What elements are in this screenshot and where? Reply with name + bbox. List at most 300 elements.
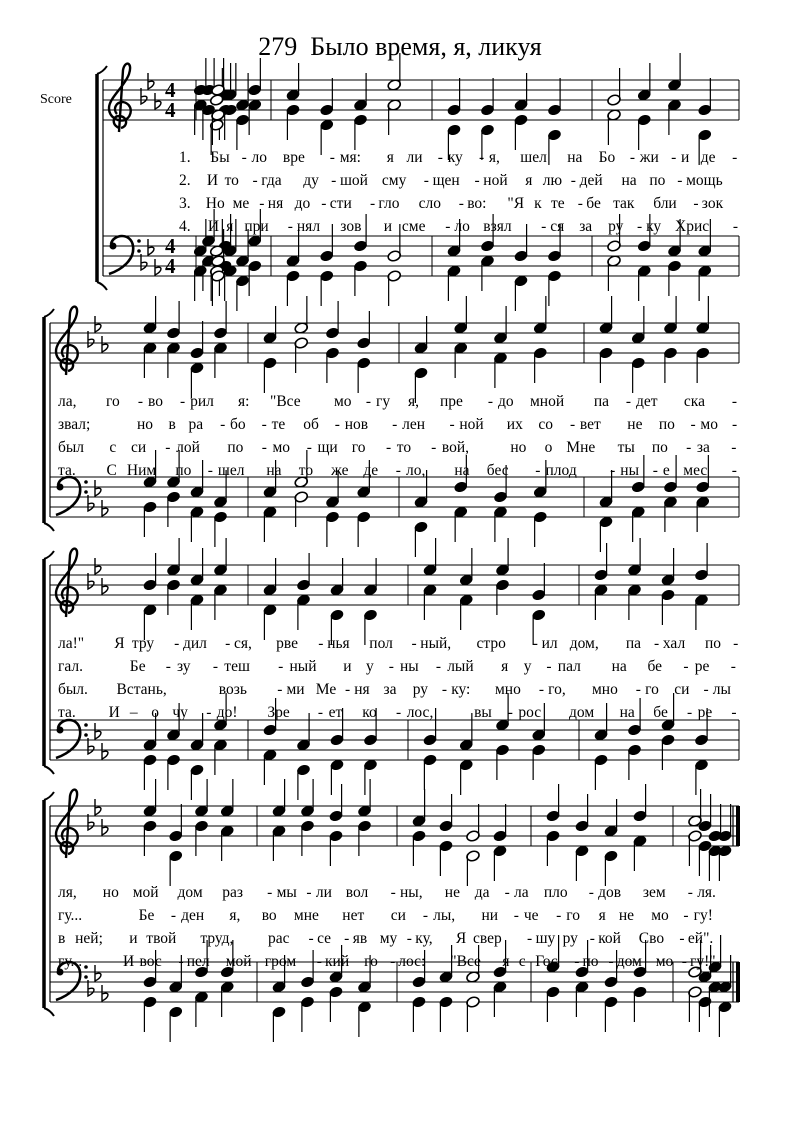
lyric-syllable: вос [139, 953, 162, 970]
lyric-syllable: - [683, 907, 689, 924]
lyric-syllable: во [148, 393, 163, 410]
lyric-syllable: - [610, 462, 616, 479]
lyric-syllable: - [316, 953, 322, 970]
lyric-syllable: - [392, 416, 398, 433]
lyric-syllable: - [261, 416, 267, 433]
lyric-syllable: Бы [210, 149, 230, 166]
lyric-syllable: - [458, 195, 464, 212]
flat-sign-icon [95, 799, 101, 815]
lyric-syllable: за [579, 218, 593, 235]
lyric-syllable: го [364, 953, 378, 970]
lyric-syllable: се [317, 930, 332, 947]
lyric-syllable: ной [459, 416, 484, 433]
lyric-syllable: - [287, 218, 293, 235]
lyric-syllable: чу [172, 704, 188, 721]
lyric-syllable: дом, [569, 635, 599, 652]
lyric-syllable: свер [473, 930, 502, 947]
lyric-syllable: мя: [339, 149, 361, 166]
lyric-syllable: рве [276, 635, 298, 652]
lyric-syllable: - [435, 658, 442, 675]
system-4 [44, 779, 739, 1042]
lyric-syllable: ны [620, 462, 640, 479]
lyric-syllable: - [532, 635, 538, 652]
lyric-syllable: де [363, 462, 379, 479]
lyric-syllable: у [523, 658, 532, 675]
lyric-syllable: - [677, 172, 683, 189]
lyric-syllable: теш [224, 658, 250, 675]
lyric-syllable: ся [550, 218, 565, 235]
lyric-syllable: гал. [58, 658, 83, 675]
lyric-syllable: - [449, 416, 455, 433]
lyric-syllable: на [266, 462, 282, 479]
bass-clef-icon [109, 236, 133, 274]
flat-sign-icon [95, 723, 101, 739]
lyric-syllable: па [625, 635, 642, 652]
lyric-syllable: Бе [129, 658, 146, 675]
lyric-syllable: - [308, 930, 314, 947]
lyric-syllable: мощь [686, 172, 723, 189]
lyric-syllable: С [106, 462, 117, 479]
score-label: Score [40, 92, 72, 107]
lyric-syllable: но [510, 439, 527, 456]
lyric-syllable: ны, [400, 884, 423, 901]
lyric-syllable: лос, [406, 704, 434, 721]
lyric-syllable: бес [486, 462, 509, 479]
lyric-syllable: гло [378, 195, 400, 212]
lyric-line-verse-1 [58, 393, 737, 410]
lyric-syllable: мно [495, 681, 521, 698]
lyric-syllable: ней; [75, 930, 103, 947]
lyric-syllable: я [598, 907, 606, 924]
lyric-syllable: го, [548, 681, 566, 698]
lyric-syllable: но [137, 416, 154, 433]
time-signature: 4 [165, 78, 176, 102]
lyric-syllable: - [345, 681, 351, 698]
lyric-syllable: по [649, 172, 666, 189]
lyric-syllable: о [544, 439, 553, 456]
lyric-syllable: и [343, 658, 352, 675]
lyric-syllable: не [618, 907, 635, 924]
treble-clef-icon [56, 307, 78, 375]
lyric-syllable: то [298, 462, 314, 479]
lyric-line-verse-3 [58, 681, 732, 698]
lyric-syllable: бо [230, 416, 246, 433]
lyric-line-verse-2 [179, 172, 723, 189]
lyric-syllable: лый [447, 658, 474, 675]
lyric-syllable: бе [653, 704, 668, 721]
lyric-syllable: хал [662, 635, 686, 652]
lyric-syllable: - [535, 462, 541, 479]
lyric-syllable: мо [655, 953, 674, 970]
lyric-syllable: - [730, 658, 736, 675]
lyric-syllable: но [102, 884, 119, 901]
lyric-syllable: в [168, 416, 176, 433]
lyric-syllable: "Все [270, 393, 301, 410]
bass-clef-icon [56, 720, 80, 758]
lyric-syllable: го [645, 681, 659, 698]
lyric-syllable: я [226, 218, 234, 235]
lyric-syllable: шой [340, 172, 368, 189]
lyric-syllable: во [261, 907, 277, 924]
lyric-syllable: бе [647, 658, 663, 675]
lyric-syllable: по [651, 439, 668, 456]
lyric-syllable: с [109, 439, 117, 456]
lyric-syllable: и [129, 930, 138, 947]
lyric-syllable: нов [344, 416, 369, 433]
lyric-line-verse-2 [58, 658, 736, 675]
lyric-syllable: ли [406, 149, 423, 166]
lyric-syllable: Бе [138, 907, 155, 924]
lyric-syllable: так [613, 195, 635, 212]
lyric-syllable: - [390, 884, 396, 901]
lyric-syllable: сти [329, 195, 352, 212]
lyric-syllable: - [652, 462, 658, 479]
lyric-syllable: не [627, 416, 643, 433]
lyric-syllable: - [683, 658, 689, 675]
lyric-syllable: ло [454, 218, 470, 235]
lyric-syllable: об [303, 416, 319, 433]
lyric-syllable: гу... [58, 907, 83, 924]
lyric-syllable: кий [325, 953, 350, 970]
lyric-syllable: на [621, 172, 637, 189]
lyric-syllable: мне [293, 907, 319, 924]
lyric-syllable: я, [488, 149, 500, 166]
lyric-syllable: "Все [450, 953, 481, 970]
flat-sign-icon [95, 558, 101, 574]
lyric-syllable: па [593, 393, 610, 410]
lyric-syllable: шу [535, 930, 556, 947]
lyric-syllable: - [733, 635, 739, 652]
lyric-syllable: - [431, 439, 437, 456]
lyric-syllable: - [170, 907, 177, 924]
lyric-syllable: мой [132, 884, 159, 901]
lyric-syllable: - [703, 681, 709, 698]
flat-sign-icon [155, 259, 161, 275]
lyric-syllable: и [681, 149, 690, 166]
lyric-syllable: - [318, 635, 324, 652]
lyric-syllable: - [406, 930, 412, 947]
lyric-syllable: до [294, 195, 311, 212]
lyric-syllable: ру [412, 681, 428, 698]
lyric-syllable: 1. [179, 149, 191, 166]
lyric-syllable: - [474, 172, 480, 189]
lyric-syllable: да [474, 884, 490, 901]
lyric-syllable: лен [402, 416, 426, 433]
lyric-syllable: зу [177, 658, 191, 675]
lyric-syllable: - [690, 416, 696, 433]
lyric-syllable: му [379, 930, 398, 947]
system-2 [44, 296, 739, 557]
lyric-syllable: де [700, 149, 716, 166]
lyric-syllable: та. [58, 462, 76, 479]
lyric-syllable: ли [315, 884, 332, 901]
lyric-syllable: ру [562, 930, 578, 947]
lyric-line-verse-4 [58, 462, 737, 479]
lyric-syllable: дом [616, 953, 642, 970]
lyric-syllable: го [106, 393, 120, 410]
treble-clef-icon [56, 549, 78, 617]
lyric-syllable: вре [282, 149, 305, 166]
lyric-syllable: был [58, 439, 85, 456]
lyric-syllable: ей". [687, 930, 714, 947]
lyric-syllable: ный [289, 658, 317, 675]
lyric-syllable: - [686, 439, 692, 456]
lyric-syllable: - [637, 218, 643, 235]
lyric-syllable: ни [481, 907, 499, 924]
lyric-syllable: ко [362, 704, 377, 721]
lyric-syllable: гу [376, 393, 391, 410]
lyric-syllable: - [306, 884, 312, 901]
lyric-syllable: - [212, 658, 219, 675]
lyric-syllable: пло [543, 884, 568, 901]
lyric-syllable: я [386, 149, 394, 166]
lyric-syllable: стро [476, 635, 506, 652]
lyric-syllable: - [556, 907, 562, 924]
lyric-syllable: че [523, 907, 539, 924]
lyric-syllable: - [220, 416, 226, 433]
time-signature: 4 [165, 234, 176, 258]
lyric-syllable: - [396, 704, 402, 721]
lyric-syllable: по [175, 462, 192, 479]
lyric-syllable: щен [432, 172, 460, 189]
lyric-syllable: сло [418, 195, 441, 212]
lyric-syllable: Ним [126, 462, 157, 479]
lyric-syllable: ми [286, 681, 305, 698]
lyric-syllable: то [224, 172, 239, 189]
lyric-syllable: лос: [398, 953, 426, 970]
lyric-syllable: - [570, 172, 576, 189]
lyric-syllable: рас [268, 930, 290, 947]
lyric-syllable: - [370, 195, 376, 212]
lyric-syllable: шел [217, 462, 245, 479]
lyric-syllable: ся, [234, 635, 252, 652]
flat-sign-icon [102, 743, 108, 759]
lyric-syllable: ня [267, 195, 284, 212]
lyric-syllable: за [696, 439, 710, 456]
lyric-syllable: взял [483, 218, 512, 235]
lyric-syllable: на [611, 658, 627, 675]
lyric-syllable: - [206, 704, 212, 721]
lyric-syllable: зем [642, 884, 666, 901]
lyric-syllable: по [705, 635, 722, 652]
lyric-syllable: - [165, 658, 171, 675]
lyric-syllable: - [541, 218, 547, 235]
lyric-syllable: - [687, 884, 693, 901]
lyric-syllable: яв [352, 930, 368, 947]
lyric-syllable: ля. [697, 884, 716, 901]
lyric-syllable: - [487, 393, 494, 410]
lyric-syllable: вет [579, 416, 601, 433]
lyric-syllable: дет [636, 393, 658, 410]
lyric-syllable: с [518, 953, 526, 970]
lyric-line-verse-1 [58, 884, 716, 901]
lyric-syllable: - [681, 953, 687, 970]
lyric-syllable: пел [186, 953, 210, 970]
lyric-syllable: мо [272, 439, 291, 456]
time-signature: 4 [165, 254, 176, 278]
lyric-syllable: ра [188, 416, 204, 433]
lyric-syllable: дом [177, 884, 203, 901]
lyric-syllable: - [261, 439, 267, 456]
lyric-syllable: - [174, 635, 180, 652]
lyric-syllable: си [390, 907, 406, 924]
lyric-syllable: - [306, 439, 312, 456]
lyric-syllable: ку: [451, 681, 471, 698]
lyric-syllable: ку [646, 218, 662, 235]
lyric-syllable: дов [598, 884, 622, 901]
lyric-syllable: по [582, 953, 599, 970]
lyric-syllable: си [674, 681, 690, 698]
lyric-syllable: на [454, 462, 470, 479]
lyric-syllable: - [574, 953, 580, 970]
lyric-syllable: - [731, 704, 737, 721]
lyric-syllable: И [207, 218, 220, 235]
hymn-number: 279 [258, 32, 298, 61]
lyric-syllable: о [151, 704, 159, 721]
lyric-syllable: гу... [58, 953, 83, 970]
lyric-syllable: 4. [179, 218, 191, 235]
lyric-syllable: - [588, 884, 594, 901]
lyric-syllable: же [331, 462, 349, 479]
lyric-line-verse-1 [58, 635, 738, 652]
lyric-syllable: - [386, 439, 392, 456]
lyric-syllable: ны [400, 658, 419, 675]
lyric-syllable: сму [381, 172, 407, 189]
lyric-syllable: - [731, 393, 738, 410]
lyric-syllable: рос [518, 704, 542, 721]
lyric-syllable: к [534, 195, 542, 212]
lyric-syllable: мной [530, 393, 565, 410]
lyric-syllable: звал; [58, 416, 91, 433]
treble-clef-icon [56, 790, 78, 858]
lyric-syllable: - [629, 149, 636, 166]
lyric-syllable: нет [342, 907, 365, 924]
flat-sign-icon [95, 316, 101, 332]
lyric-syllable: мы [276, 884, 297, 901]
lyric-syllable: 2. [179, 172, 191, 189]
lyric-syllable: на [567, 149, 583, 166]
lyric-line-verse-3 [58, 439, 736, 456]
lyric-syllable: - [635, 681, 641, 698]
lyric-syllable: - [165, 439, 171, 456]
system-1 [97, 53, 739, 311]
lyric-syllable: - [445, 218, 451, 235]
lyric-syllable: - [546, 658, 552, 675]
lyric-syllable: - [732, 218, 739, 235]
lyric-syllable: гром [264, 953, 297, 970]
lyric-syllable: - [390, 953, 396, 970]
lyric-syllable: мно [592, 681, 618, 698]
lyric-syllable: - [687, 704, 693, 721]
lyric-syllable: - [671, 149, 677, 166]
lyric-syllable: бли [653, 195, 677, 212]
lyric-syllable: - [259, 195, 265, 212]
lyric-syllable: Мне [566, 439, 596, 456]
lyric-syllable: мес [683, 462, 708, 479]
lyric-syllable: - [732, 416, 738, 433]
lyric-syllable: ска [683, 393, 705, 410]
flat-sign-icon [148, 73, 154, 89]
lyric-syllable: бе [586, 195, 601, 212]
lyric-syllable: мой [225, 953, 252, 970]
lyric-syllable: ла!" [58, 635, 85, 652]
lyric-syllable: вой, [441, 439, 470, 456]
lyric-line-verse-2 [58, 416, 737, 433]
bass-clef-icon [56, 477, 80, 515]
flat-sign-icon [102, 578, 108, 594]
lyric-syllable: во: [467, 195, 487, 212]
lyric-syllable: пол [369, 635, 393, 652]
lyric-line-verse-3 [179, 195, 724, 212]
notes [143, 296, 710, 557]
lyric-syllable: и [383, 218, 392, 235]
lyric-syllable: - [225, 635, 231, 652]
lyric-syllable: – [129, 704, 138, 721]
flat-sign-icon [95, 480, 101, 496]
lyric-syllable: - [317, 704, 324, 721]
lyric-syllable: за [383, 681, 397, 698]
lyric-syllable: по [227, 439, 244, 456]
flat-sign-icon [102, 985, 108, 1001]
lyric-syllable: пал [557, 658, 581, 675]
lyric-syllable: ты [617, 439, 635, 456]
lyric-syllable: жи [639, 149, 659, 166]
flat-sign-icon [155, 93, 161, 109]
lyric-syllable: кой [598, 930, 621, 947]
lyric-syllable: - [388, 658, 394, 675]
lyric-syllable: - [693, 195, 699, 212]
lyric-syllable: - [331, 172, 337, 189]
lyric-syllable: - [321, 195, 327, 212]
lyric-syllable: - [422, 907, 429, 924]
lyric-syllable: я: [238, 393, 250, 410]
lyric-syllable: И [206, 172, 219, 189]
lyric-syllable: щи [317, 439, 338, 456]
lyric-syllable: - [267, 884, 273, 901]
lyric-syllable: по [658, 416, 675, 433]
lyric-syllable: ла, [58, 393, 77, 410]
lyric-syllable: Встань, [116, 681, 167, 698]
lyric-syllable: я, [408, 393, 420, 410]
lyric-syllable: до! [216, 704, 238, 721]
lyric-syllable: 3. [179, 195, 191, 212]
lyric-syllable: - [395, 462, 401, 479]
lyric-syllable: - [334, 416, 340, 433]
lyric-syllable: - [411, 635, 417, 652]
lyric-syllable: мо [700, 416, 718, 433]
lyric-syllable: ме [232, 195, 250, 212]
lyric-syllable: - [654, 635, 660, 652]
lyric-syllable: ил [541, 635, 558, 652]
lyric-syllable: ный, [420, 635, 452, 652]
lyric-syllable: дом [569, 704, 595, 721]
lyric-syllable: в [58, 930, 66, 947]
lyric-syllable: я [525, 172, 533, 189]
lyric-syllable: - [625, 393, 632, 410]
lyric-syllable: Ме [315, 681, 337, 698]
lyric-syllable: ной [483, 172, 508, 189]
lyric-syllable: нья [327, 635, 350, 652]
lyric-syllable: - [538, 681, 545, 698]
flat-sign-icon [102, 336, 108, 352]
lyric-syllable: - [732, 149, 738, 166]
lyric-syllable: - [679, 930, 685, 947]
lyric-syllable: дил [183, 635, 207, 652]
lyric-syllable: вы [474, 704, 492, 721]
lyric-syllable: - [608, 953, 614, 970]
lyric-syllable: при [244, 218, 269, 235]
lyric-line-verse-3 [58, 930, 713, 947]
